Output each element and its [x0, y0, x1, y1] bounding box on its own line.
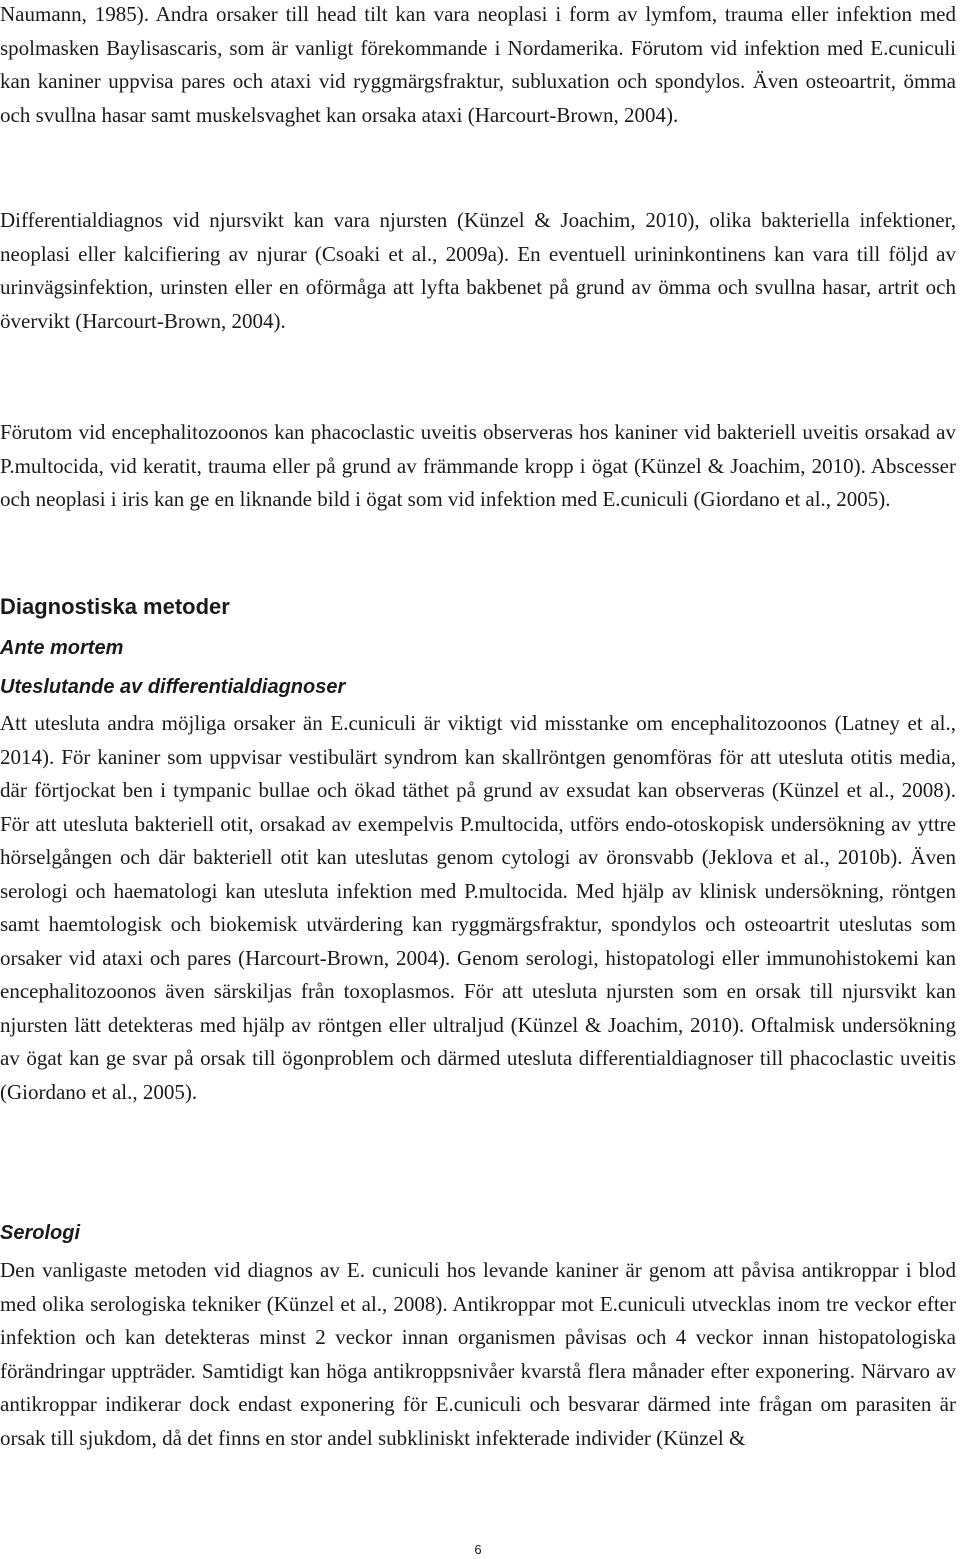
subsection-heading: Ante mortem	[0, 637, 124, 659]
paragraph-1: Naumann, 1985). Andra orsaker till head tilt kan vara neoplasi i form av lymfom, trauma eller infektion med spolmasken Baylisascaris, som är vanligt förekommande i Nordamerika. Förutom vid infektion med E.cuniculi kan kaniner uppvisa pares och ataxi vid ryggmärgsfraktur, subluxation och spondylos. Även osteoartrit, ömma och svullna hasar samt muskelsvaghet kan orsaka ataxi (Harcourt-Brown, 2004).	[0, 2, 956, 127]
subsubsection-heading-differential: Uteslutande av differentialdiagnoser	[0, 676, 346, 698]
paragraph-4: Att utesluta andra möjliga orsaker än E.cuniculi är viktigt vid misstanke om encephalitozoonos (Latney et al., 2014). För kaniner som uppvisar vestibulärt syndrom kan skallröntgen genomföras för att utesluta otitis media, där förtjockat ben i tympanic bullae och ökad täthet på grund av exsudat kan observeras (Künzel et al., 2008). För att utesluta bakteriell otit, orsakad av exempelvis P.multocida, utförs endo-otoskopisk undersökning av yttre hörselgången och där bakteriell otit kan uteslutas genom cytologi av öronsvabb (Jeklova et al., 2010b). Även serologi och haematologi kan utesluta infektion med P.multocida. Med hjälp av klinisk undersökning, röntgen samt haemtologisk och biokemisk utvärdering kan ryggmärgsfraktur, spondylos och osteoartrit uteslutas som orsaker vid ataxi och pares (Harcourt-Brown, 2004). Genom serologi, histopatologi eller immunohistokemi kan encephalitozoonos även särskiljas från toxoplasmos. För att utesluta njursten som en orsak till njursvikt kan njursten lätt detekteras med hjälp av röntgen eller ultraljud (Künzel & Joachim, 2010). Oftalmisk undersökning av ögat kan ge svar på orsak till ögonproblem och därmed utesluta differentialdiagnoser till phacoclastic uveitis (Giordano et al., 2005).	[0, 711, 956, 1104]
paragraph-5: Den vanligaste metoden vid diagnos av E. cuniculi hos levande kaniner är genom att påvisa antikroppar i blod med olika serologiska tekniker (Künzel et al., 2008). Antikroppar mot E.cuniculi utvecklas inom tre veckor efter infektion och kan detekteras minst 2 veckor innan organismen påvisas och 4 veckor innan histopatologiska förändringar uppträder. Samtidigt kan höga antikroppsnivåer kvarstå flera månader efter exponering. Närvaro av antikroppar indikerar dock endast exponering för E.cuniculi och besvarar därmed inte frågan om parasiten är orsak till sjukdom, då det finns en stor andel subkliniskt infekterade individer (Künzel &	[0, 1258, 956, 1450]
subsubsection-heading-serologi: Serologi	[0, 1222, 81, 1244]
paragraph-3: Förutom vid encephalitozoonos kan phacoclastic uveitis observeras hos kaniner vid bakteriell uveitis orsakad av P.multocida, vid keratit, trauma eller på grund av främmande kropp i ögat (Künzel & Joachim, 2010). Abscesser och neoplasi i iris kan ge en liknande bild i ögat som vid infektion med E.cuniculi (Giordano et al., 2005).	[0, 420, 956, 511]
section-heading: Diagnostiska metoder	[0, 594, 230, 619]
page-number: 6	[474, 1542, 482, 1557]
paragraph-2: Differentialdiagnos vid njursvikt kan vara njursten (Künzel & Joachim, 2010), olika bakteriella infektioner, neoplasi eller kalcifiering av njurar (Csoaki et al., 2009a). En eventuell urininkontinens kan vara till följd av urinvägsinfektion, urinsten eller en oförmåga att lyfta bakbenet på grund av ömma och svullna hasar, artrit och övervikt (Harcourt-Brown, 2004).	[0, 208, 956, 333]
